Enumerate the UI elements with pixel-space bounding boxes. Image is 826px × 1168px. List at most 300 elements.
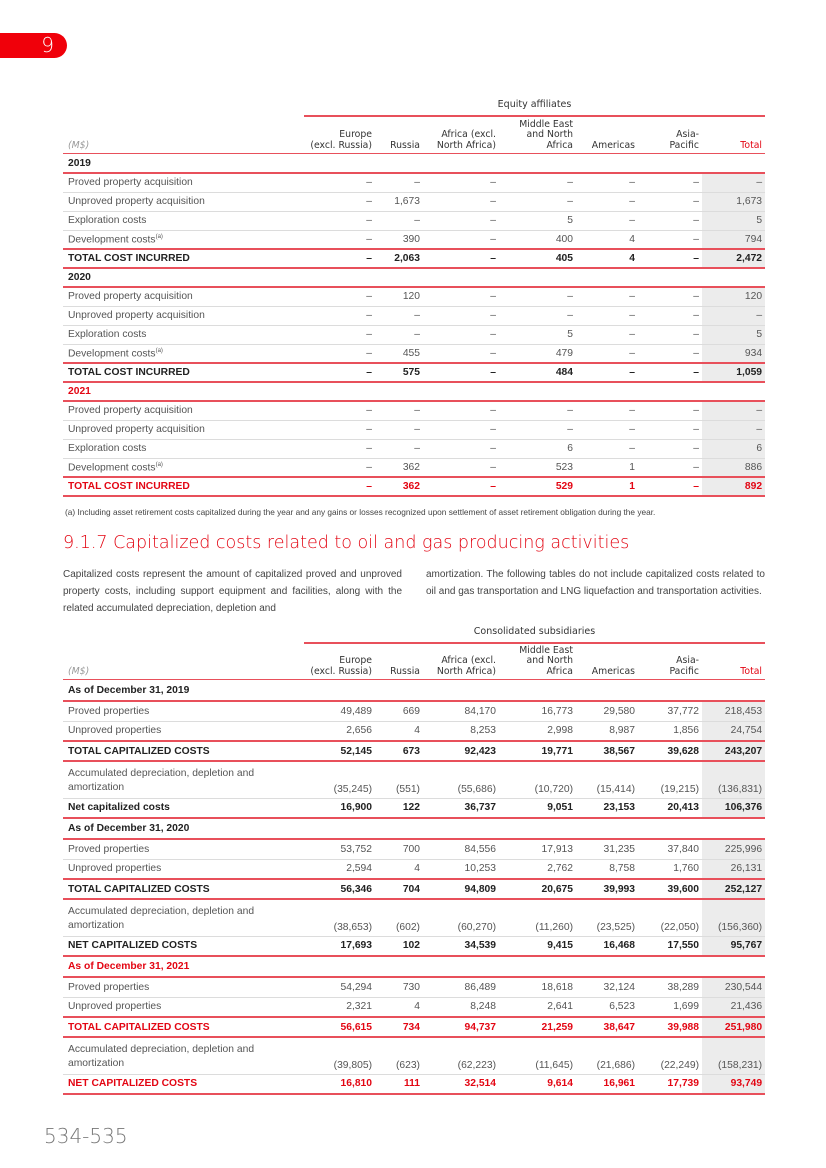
value-cell: –	[638, 211, 702, 230]
value-cell: 390	[375, 230, 423, 249]
value-cell: –	[304, 173, 375, 192]
value-cell: 23,153	[576, 798, 638, 818]
row-label	[63, 1017, 304, 1037]
accum-row	[63, 899, 765, 936]
value-cell: 1	[576, 477, 638, 496]
row-label	[63, 839, 304, 859]
value-cell: 2,321	[304, 997, 375, 1017]
section-row	[63, 956, 765, 977]
value-cell: (21,686)	[576, 1037, 638, 1074]
value-cell: –	[304, 363, 375, 382]
row-label-text: Accumulated depreciation, depletion and amortization	[68, 1043, 255, 1069]
value-cell: 2,641	[499, 997, 576, 1017]
row-label	[63, 977, 304, 997]
row-label	[63, 230, 304, 249]
value-cell: –	[304, 287, 375, 306]
net-row	[63, 798, 765, 818]
column-header: Africa (excl. North Africa)	[436, 655, 496, 677]
row-label	[63, 721, 304, 741]
value-cell: 21,259	[499, 1017, 576, 1037]
total-cell: 252,127	[702, 879, 765, 899]
section-row	[63, 154, 765, 173]
value-cell: (623)	[375, 1037, 423, 1074]
row-label-text: Net capitalized costs	[68, 802, 170, 814]
section-heading: 9.1.7 Capitalized costs related to oil and gas producing activities	[63, 533, 630, 553]
table-row	[63, 977, 765, 997]
row-label	[63, 477, 304, 496]
total-cell: –	[702, 306, 765, 325]
value-cell: 4	[375, 997, 423, 1017]
value-cell: –	[499, 173, 576, 192]
value-cell: (11,260)	[499, 899, 576, 936]
total-cell: 243,207	[702, 741, 765, 761]
row-label-text: Proved properties	[68, 705, 150, 717]
value-cell: –	[423, 249, 499, 268]
table-row	[63, 325, 765, 344]
accum-row	[63, 1037, 765, 1074]
table-row	[63, 721, 765, 741]
value-cell: –	[638, 287, 702, 306]
value-cell: –	[304, 249, 375, 268]
total-cell: 5	[702, 325, 765, 344]
chapter-number: 9	[41, 33, 54, 57]
value-cell: 32,514	[423, 1074, 499, 1094]
value-cell: (11,645)	[499, 1037, 576, 1074]
total-cell: 120	[702, 287, 765, 306]
row-label	[63, 899, 304, 936]
table-row	[63, 701, 765, 721]
value-cell: 9,051	[499, 798, 576, 818]
column-header: Americas	[591, 139, 635, 151]
row-label-text: Accumulated depreciation, depletion and amortization	[68, 767, 255, 793]
value-cell: 400	[499, 230, 576, 249]
value-cell: –	[304, 211, 375, 230]
total-row	[63, 741, 765, 761]
section-row	[63, 382, 765, 401]
value-cell: –	[423, 287, 499, 306]
value-cell: –	[304, 401, 375, 420]
table2-group-title: Consolidated subsidiaries	[304, 626, 765, 644]
equity-affiliates-table	[63, 154, 765, 497]
value-cell: –	[423, 458, 499, 477]
value-cell: 36,737	[423, 798, 499, 818]
value-cell: –	[638, 325, 702, 344]
value-cell: –	[638, 306, 702, 325]
value-cell: –	[576, 211, 638, 230]
column-header: Asia- Pacific	[669, 655, 699, 677]
total-cell: (156,360)	[702, 899, 765, 936]
row-label-text: Unproved properties	[68, 863, 162, 875]
value-cell: 120	[375, 287, 423, 306]
value-cell: –	[499, 420, 576, 439]
value-cell: 9,614	[499, 1074, 576, 1094]
table-row	[63, 306, 765, 325]
section-label: As of December 31, 2020	[63, 818, 765, 839]
total-cell: 26,131	[702, 859, 765, 879]
row-label-text: TOTAL COST INCURRED	[68, 367, 190, 378]
total-cell: 794	[702, 230, 765, 249]
total-row	[63, 363, 765, 382]
row-label	[63, 420, 304, 439]
value-cell: (35,245)	[304, 761, 375, 798]
row-label-text: Proved property acquisition	[68, 291, 193, 303]
column-header: Russia	[390, 139, 420, 151]
value-cell: 5	[499, 325, 576, 344]
value-cell: –	[638, 477, 702, 496]
column-header: Russia	[390, 665, 420, 677]
value-cell: –	[638, 173, 702, 192]
section-label: As of December 31, 2019	[63, 680, 765, 701]
table-row	[63, 344, 765, 363]
total-cell: (136,831)	[702, 761, 765, 798]
value-cell: 122	[375, 798, 423, 818]
value-cell: (39,805)	[304, 1037, 375, 1074]
value-cell: 52,145	[304, 741, 375, 761]
row-label	[63, 306, 304, 325]
row-label-text: Development costs	[68, 461, 156, 473]
column-header: Americas	[591, 665, 635, 677]
value-cell: 8,758	[576, 859, 638, 879]
row-label	[63, 363, 304, 382]
table1-group-title: Equity affiliates	[304, 99, 765, 117]
value-cell: 111	[375, 1074, 423, 1094]
column-header: Africa (excl. North Africa)	[436, 129, 496, 151]
value-cell: 455	[375, 344, 423, 363]
row-label-text: Proved properties	[68, 981, 150, 993]
value-cell: 2,998	[499, 721, 576, 741]
value-cell: –	[638, 439, 702, 458]
row-label	[63, 458, 304, 477]
value-cell: –	[638, 192, 702, 211]
value-cell: –	[375, 420, 423, 439]
value-cell: –	[423, 306, 499, 325]
value-cell: –	[423, 363, 499, 382]
value-cell: 38,289	[638, 977, 702, 997]
value-cell: 17,739	[638, 1074, 702, 1094]
value-cell: 49,489	[304, 701, 375, 721]
value-cell: 2,656	[304, 721, 375, 741]
table-row	[63, 230, 765, 249]
row-label	[63, 325, 304, 344]
total-row	[63, 477, 765, 496]
row-label-text: Development costs	[68, 347, 156, 359]
column-header: Europe (excl. Russia)	[310, 655, 372, 677]
chapter-badge	[0, 33, 67, 58]
value-cell: –	[499, 306, 576, 325]
value-cell: 700	[375, 839, 423, 859]
section-label: 2020	[63, 268, 765, 287]
value-cell: 16,961	[576, 1074, 638, 1094]
column-header: Asia- Pacific	[669, 129, 699, 151]
row-label-text: Exploration costs	[68, 329, 147, 340]
total-cell: –	[702, 173, 765, 192]
table-row	[63, 211, 765, 230]
row-label	[63, 211, 304, 230]
value-cell: –	[423, 211, 499, 230]
total-cell: 95,767	[702, 936, 765, 956]
table-row	[63, 401, 765, 420]
value-cell: 479	[499, 344, 576, 363]
row-label-text: Unproved property acquisition	[68, 310, 205, 321]
row-label	[63, 344, 304, 363]
total-cell: 93,749	[702, 1074, 765, 1094]
value-cell: –	[576, 173, 638, 192]
value-cell: –	[304, 306, 375, 325]
value-cell: –	[576, 420, 638, 439]
value-cell: (60,270)	[423, 899, 499, 936]
value-cell: 362	[375, 477, 423, 496]
value-cell: –	[576, 192, 638, 211]
total-cell: 1,059	[702, 363, 765, 382]
value-cell: –	[304, 458, 375, 477]
value-cell: 92,423	[423, 741, 499, 761]
total-cell: 6	[702, 439, 765, 458]
row-label	[63, 1074, 304, 1094]
value-cell: –	[638, 230, 702, 249]
table-row	[63, 173, 765, 192]
value-cell: 10,253	[423, 859, 499, 879]
total-cell: 218,453	[702, 701, 765, 721]
value-cell: –	[638, 420, 702, 439]
table-row	[63, 439, 765, 458]
value-cell: 39,988	[638, 1017, 702, 1037]
value-cell: 4	[576, 249, 638, 268]
net-row	[63, 936, 765, 956]
row-label-text: Unproved property acquisition	[68, 424, 205, 435]
value-cell: 405	[499, 249, 576, 268]
value-cell: –	[304, 439, 375, 458]
value-cell: 8,248	[423, 997, 499, 1017]
row-label	[63, 997, 304, 1017]
value-cell: –	[638, 401, 702, 420]
row-label-text: Proved property acquisition	[68, 177, 193, 189]
value-cell: 18,618	[499, 977, 576, 997]
total-cell: –	[702, 401, 765, 420]
row-label	[63, 936, 304, 956]
table-row	[63, 859, 765, 879]
total-cell: 21,436	[702, 997, 765, 1017]
value-cell: 5	[499, 211, 576, 230]
row-label	[63, 192, 304, 211]
table-row	[63, 287, 765, 306]
value-cell: (602)	[375, 899, 423, 936]
row-label-text: TOTAL COST INCURRED	[68, 481, 190, 492]
total-row	[63, 249, 765, 268]
row-label	[63, 287, 304, 306]
total-cell: 225,996	[702, 839, 765, 859]
value-cell: 54,294	[304, 977, 375, 997]
total-cell: 230,544	[702, 977, 765, 997]
value-cell: 4	[576, 230, 638, 249]
value-cell: 17,550	[638, 936, 702, 956]
page-numbers: 534-535	[44, 1124, 128, 1148]
column-header: Europe (excl. Russia)	[310, 129, 372, 151]
value-cell: 39,993	[576, 879, 638, 899]
table-row	[63, 839, 765, 859]
value-cell: 37,772	[638, 701, 702, 721]
value-cell: 1	[576, 458, 638, 477]
value-cell: –	[423, 344, 499, 363]
value-cell: –	[638, 458, 702, 477]
value-cell: 16,900	[304, 798, 375, 818]
value-cell: 94,809	[423, 879, 499, 899]
value-cell: –	[576, 287, 638, 306]
column-header: Middle East and North Africa	[519, 644, 573, 677]
row-label	[63, 701, 304, 721]
row-label-text: Unproved properties	[68, 1001, 162, 1013]
value-cell: (38,653)	[304, 899, 375, 936]
value-cell: 19,771	[499, 741, 576, 761]
value-cell: –	[499, 192, 576, 211]
value-cell: –	[576, 439, 638, 458]
value-cell: –	[423, 401, 499, 420]
value-cell: (10,720)	[499, 761, 576, 798]
row-label-text: Exploration costs	[68, 215, 147, 226]
value-cell: 39,628	[638, 741, 702, 761]
value-cell: –	[304, 477, 375, 496]
value-cell: 4	[375, 721, 423, 741]
value-cell: –	[375, 306, 423, 325]
value-cell: –	[638, 344, 702, 363]
value-cell: –	[304, 325, 375, 344]
section-label: 2019	[63, 154, 765, 173]
value-cell: –	[423, 420, 499, 439]
value-cell: 1,856	[638, 721, 702, 741]
value-cell: 20,413	[638, 798, 702, 818]
row-label-text: NET CAPITALIZED COSTS	[68, 940, 198, 952]
value-cell: –	[638, 249, 702, 268]
total-row	[63, 879, 765, 899]
value-cell: (19,215)	[638, 761, 702, 798]
total-cell: 886	[702, 458, 765, 477]
value-cell: –	[375, 325, 423, 344]
value-cell: 6	[499, 439, 576, 458]
row-label-text: TOTAL CAPITALIZED COSTS	[68, 745, 210, 757]
unit-label: (M$)	[68, 140, 90, 151]
value-cell: –	[499, 401, 576, 420]
row-label-text: Unproved property acquisition	[68, 196, 205, 207]
value-cell: –	[423, 325, 499, 344]
value-cell: 8,987	[576, 721, 638, 741]
value-cell: 84,556	[423, 839, 499, 859]
value-cell: 102	[375, 936, 423, 956]
value-cell: 1,673	[375, 192, 423, 211]
value-cell: –	[423, 230, 499, 249]
value-cell: 669	[375, 701, 423, 721]
section-row	[63, 268, 765, 287]
total-cell: 892	[702, 477, 765, 496]
total-cell: 24,754	[702, 721, 765, 741]
value-cell: 9,415	[499, 936, 576, 956]
value-cell: –	[423, 477, 499, 496]
total-cell: 1,673	[702, 192, 765, 211]
value-cell: (22,249)	[638, 1037, 702, 1074]
row-label	[63, 1037, 304, 1074]
table-row	[63, 997, 765, 1017]
value-cell: –	[304, 230, 375, 249]
value-cell: 53,752	[304, 839, 375, 859]
value-cell: 56,346	[304, 879, 375, 899]
value-cell: 34,539	[423, 936, 499, 956]
row-label-text: TOTAL COST INCURRED	[68, 253, 190, 264]
table-row	[63, 458, 765, 477]
row-label-text: TOTAL CAPITALIZED COSTS	[68, 1021, 210, 1033]
accum-row	[63, 761, 765, 798]
total-cell: –	[702, 420, 765, 439]
row-label	[63, 173, 304, 192]
value-cell: 575	[375, 363, 423, 382]
value-cell: –	[576, 344, 638, 363]
section-row	[63, 818, 765, 839]
value-cell: 56,615	[304, 1017, 375, 1037]
value-cell: 529	[499, 477, 576, 496]
section-label: 2021	[63, 382, 765, 401]
value-cell: –	[375, 211, 423, 230]
value-cell: 32,124	[576, 977, 638, 997]
net-row	[63, 1074, 765, 1094]
total-cell: 251,980	[702, 1017, 765, 1037]
consolidated-subsidiaries-table	[63, 680, 765, 1095]
row-label	[63, 761, 304, 798]
value-cell: –	[304, 344, 375, 363]
value-cell: 2,063	[375, 249, 423, 268]
value-cell: –	[499, 287, 576, 306]
value-cell: –	[576, 363, 638, 382]
value-cell: 704	[375, 879, 423, 899]
paragraph-right: amortization. The following tables do not include capitalized costs related to oil and gas transportation and LNG liquefaction and transportation activities.	[426, 569, 765, 597]
row-label	[63, 249, 304, 268]
total-cell: 106,376	[702, 798, 765, 818]
section-row	[63, 680, 765, 701]
value-cell: 17,693	[304, 936, 375, 956]
row-label	[63, 439, 304, 458]
value-cell: 38,647	[576, 1017, 638, 1037]
footnote-marker: (a)	[155, 233, 163, 240]
row-label-text: Accumulated depreciation, depletion and amortization	[68, 905, 255, 931]
value-cell: –	[423, 192, 499, 211]
value-cell: –	[375, 439, 423, 458]
row-label-text: Development costs	[68, 233, 156, 245]
table1-header	[63, 119, 765, 155]
value-cell: 673	[375, 741, 423, 761]
value-cell: 362	[375, 458, 423, 477]
value-cell: 37,840	[638, 839, 702, 859]
value-cell: 2,594	[304, 859, 375, 879]
table1-footnote: (a) Including asset retirement costs capitalized during the year and any gains or losses recognized upon settlement of asset retirement obligation during the year.	[65, 507, 656, 517]
table-row	[63, 420, 765, 439]
value-cell: (55,686)	[423, 761, 499, 798]
total-cell: 2,472	[702, 249, 765, 268]
value-cell: –	[423, 439, 499, 458]
value-cell: (62,223)	[423, 1037, 499, 1074]
value-cell: –	[375, 173, 423, 192]
row-label	[63, 401, 304, 420]
value-cell: –	[576, 306, 638, 325]
value-cell: 484	[499, 363, 576, 382]
total-cell: 5	[702, 211, 765, 230]
section-label: As of December 31, 2021	[63, 956, 765, 977]
row-label	[63, 741, 304, 761]
row-label-text: Proved property acquisition	[68, 405, 193, 417]
value-cell: –	[423, 173, 499, 192]
paragraph-left: Capitalized costs represent the amount of capitalized proved and unproved property costs, including support equipment and facilities, along with the related accumulated depreciation, depletion and	[63, 569, 402, 614]
row-label	[63, 879, 304, 899]
value-cell: 84,170	[423, 701, 499, 721]
value-cell: 17,913	[499, 839, 576, 859]
row-label-text: Proved properties	[68, 843, 150, 855]
row-label-text: TOTAL CAPITALIZED COSTS	[68, 883, 210, 895]
column-header: Middle East and North Africa	[519, 118, 573, 151]
